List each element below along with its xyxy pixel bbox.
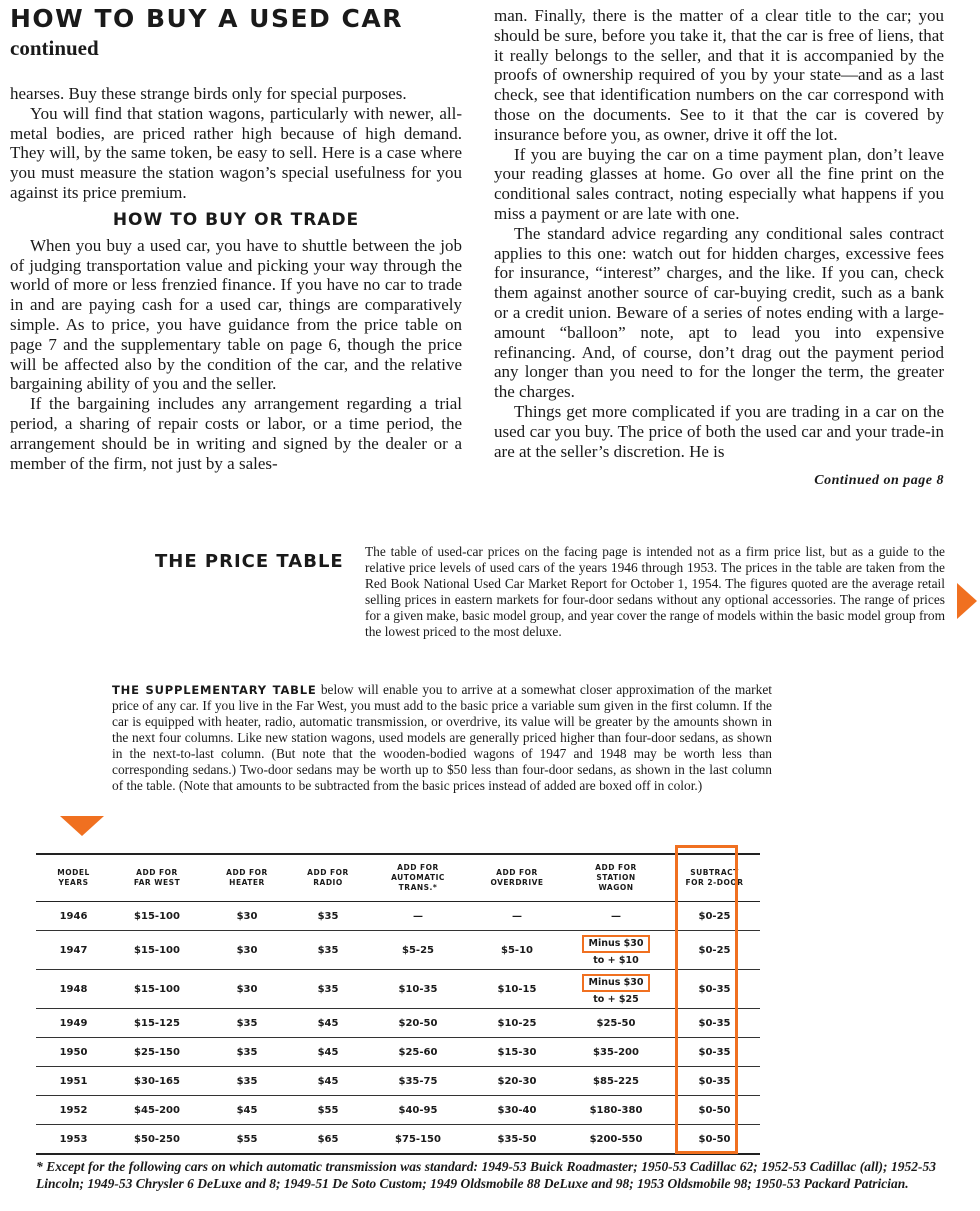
page-title: HOW TO BUY A USED CAR (10, 4, 403, 33)
column-header-line: MODEL (57, 868, 90, 877)
table-cell-two-door: $0-25 (669, 902, 760, 931)
column-header-line: SUBTRACT (690, 868, 739, 877)
table-cell-year: 1947 (36, 931, 111, 970)
table-cell-two-door: $0-50 (669, 1096, 760, 1125)
table-cell-overdrive: — (471, 902, 563, 931)
wagon-extra-value: to + $10 (593, 954, 639, 966)
table-cell-heater: $35 (203, 1009, 291, 1038)
table-cell-auto: $35-75 (365, 1067, 471, 1096)
table-cell-radio: $45 (291, 1038, 365, 1067)
column-header (111, 854, 203, 902)
table-cell-overdrive: $5-10 (471, 931, 563, 970)
table-cell-two-door: $0-35 (669, 1009, 760, 1038)
table-row (36, 1009, 760, 1038)
paragraph: When you buy a used car, you have to shuttle between the job of judging transportation value and picking your way through the world of more or less frenzied finance. If you have no car to trade in and are paying cash for a used car, things are comparatively simple. As to price, you have guidance from the price table on page 7 and the supplementary table on page 6, though the price will be affected also by the condition of the car, and the relative bargaining ability of you and the seller. (10, 235, 462, 394)
paragraph: If the bargaining includes any arrangement regarding a trial period, a sharing of repair costs or labor, or a time period, the arrangement should be in writing and signed by the dealer or a member of the firm, not just by a sales- (10, 394, 462, 473)
column-header (203, 854, 291, 902)
column-header-line: STATION (596, 873, 636, 882)
table-cell-overdrive: $35-50 (471, 1125, 563, 1155)
wagon-extra-value: to + $25 (593, 993, 639, 1005)
column-header-line: ADD FOR (496, 868, 538, 877)
table-cell-heater: $30 (203, 902, 291, 931)
table-cell-radio: $35 (291, 970, 365, 1009)
table-cell-wagon: $200-550 (563, 1125, 669, 1155)
table-row (36, 1038, 760, 1067)
table-cell-far-west: $50-250 (111, 1125, 203, 1155)
column-header (563, 854, 669, 902)
table-row (36, 1125, 760, 1155)
table-cell-year: 1953 (36, 1125, 111, 1155)
table-cell-overdrive: $15-30 (471, 1038, 563, 1067)
table-row (36, 970, 760, 1009)
column-header-line: WAGON (598, 883, 634, 892)
table-cell-wagon (563, 970, 669, 1009)
column-header (365, 854, 471, 902)
table-cell-radio: $65 (291, 1125, 365, 1155)
table-cell-far-west: $15-100 (111, 970, 203, 1009)
column-header-line: AUTOMATIC (391, 873, 445, 882)
table-cell-wagon: $180-380 (563, 1096, 669, 1125)
table-cell-heater: $35 (203, 1067, 291, 1096)
table-cell-year: 1950 (36, 1038, 111, 1067)
column-header-line: RADIO (313, 878, 343, 887)
table-cell-wagon (563, 931, 669, 970)
table-cell-heater: $30 (203, 931, 291, 970)
table-cell-year: 1952 (36, 1096, 111, 1125)
paragraph: If you are buying the car on a time payment plan, don’t leave your reading glasses at home. Go over all the fine print on the conditional sales contract, noting especially what happens if you miss a payment or are late with one. (494, 144, 944, 223)
column-header (669, 854, 760, 902)
table-cell-auto: $5-25 (365, 931, 471, 970)
table-cell-radio: $55 (291, 1096, 365, 1125)
price-table-description: The table of used-car prices on the facing page is intended not as a firm price list, but as a guide to the relative price levels of used cars of the years 1946 through 1953. The prices in the table are taken from the Red Book National Used Car Market Report for October 1, 1954. The figures quoted are the average retail selling prices in eastern markets for four-door sedans without any optional accessories. The range of prices for a given make, basic model group, and year cover the range of models within the basic model group from the lowest priced to the most deluxe. (365, 544, 945, 639)
table-cell-auto: $40-95 (365, 1096, 471, 1125)
supplementary-lead: THE SUPPLEMENTARY TABLE (112, 683, 317, 697)
table-row (36, 1096, 760, 1125)
column-header-line: HEATER (229, 878, 265, 887)
table-cell-auto: $25-60 (365, 1038, 471, 1067)
table-cell-auto: — (365, 902, 471, 931)
table-cell-overdrive: $30-40 (471, 1096, 563, 1125)
table-header-row (36, 854, 760, 902)
left-column (10, 84, 462, 473)
price-table-heading: THE PRICE TABLE (155, 551, 344, 572)
page-subtitle: continued (10, 36, 99, 60)
table-cell-overdrive: $20-30 (471, 1067, 563, 1096)
paragraph: The standard advice regarding any conditional sales contract applies to this one: watch out for hidden charges, excessive fees for insurance, “interest” charges, and the like. If you can, check them against another source of car-buying credit, such as a bank or a credit union. Beware of a series of notes ending with a large-amount “balloon” note, apt to lead you into expensive refinancing. And, of course, don’t drag out the payment period any longer than you need to for the longer the term, the greater the charges. (494, 223, 944, 402)
boxed-subtract-value: Minus $30 (582, 974, 649, 992)
supplementary-description (112, 682, 772, 794)
column-header-line: FOR 2-DOOR (685, 878, 744, 887)
column-header-line: OVERDRIVE (490, 878, 544, 887)
table-cell-wagon: — (563, 902, 669, 931)
column-header-line: ADD FOR (397, 863, 439, 872)
table-cell-radio: $45 (291, 1009, 365, 1038)
column-header-line: ADD FOR (136, 868, 178, 877)
table-cell-year: 1946 (36, 902, 111, 931)
table-cell-heater: $55 (203, 1125, 291, 1155)
table-cell-radio: $35 (291, 931, 365, 970)
table-cell-auto: $75-150 (365, 1125, 471, 1155)
column-header-line: FAR WEST (133, 878, 181, 887)
column-header-line: ADD FOR (226, 868, 268, 877)
table-cell-far-west: $15-125 (111, 1009, 203, 1038)
table-cell-two-door: $0-25 (669, 931, 760, 970)
table-cell-overdrive: $10-25 (471, 1009, 563, 1038)
table-cell-year: 1948 (36, 970, 111, 1009)
table-cell-far-west: $25-150 (111, 1038, 203, 1067)
column-header (36, 854, 111, 902)
table-cell-far-west: $15-100 (111, 902, 203, 931)
table-body (36, 902, 760, 1155)
table-cell-two-door: $0-50 (669, 1125, 760, 1155)
table-cell-wagon: $25-50 (563, 1009, 669, 1038)
paragraph: Things get more complicated if you are trading in a car on the used car you buy. The price of both the used car and your trade-in are at the seller’s discretion. He is (494, 401, 944, 461)
column-header-line: ADD FOR (307, 868, 349, 877)
paragraph: You will find that station wagons, particularly with newer, all-metal bodies, are priced rather high because of high demand. They will, by the same token, be easy to sell. Here is a case where you must measure the station wagon’s special usefulness for you against its price premium. (10, 103, 462, 202)
footnote: * Except for the following cars on which automatic transmission was standard: 1949-53 Buick Roadmaster; 1950-53 Cadillac 62; 1952-53 Cadillac (all); 1952-53 Lincoln; 1949-53 Chrysler 6 DeLuxe and 8; 1949-51 De Soto Custom; 1949 Oldsmobile 88 DeLuxe and 98; 1953 Oldsmobile 98; 1950-53 Packard Patrician. (36, 1159, 936, 1191)
page-header (10, 4, 403, 60)
table-cell-heater: $30 (203, 970, 291, 1009)
supplementary-table (36, 853, 760, 1155)
table-cell-radio: $45 (291, 1067, 365, 1096)
table-cell-far-west: $30-165 (111, 1067, 203, 1096)
table-row (36, 1067, 760, 1096)
column-header-line: TRANS.* (398, 883, 438, 892)
table-cell-radio: $35 (291, 902, 365, 931)
column-header (471, 854, 563, 902)
column-header-line: YEARS (58, 878, 89, 887)
paragraph: hearses. Buy these strange birds only for special purposes. (10, 84, 407, 103)
table-row (36, 931, 760, 970)
table-cell-far-west: $45-200 (111, 1096, 203, 1125)
arrow-down-icon (60, 816, 104, 836)
table-cell-heater: $35 (203, 1038, 291, 1067)
table-row (36, 902, 760, 931)
table-cell-heater: $45 (203, 1096, 291, 1125)
table-cell-overdrive: $10-15 (471, 970, 563, 1009)
table-cell-auto: $20-50 (365, 1009, 471, 1038)
arrow-right-icon (957, 583, 977, 619)
table-cell-wagon: $85-225 (563, 1067, 669, 1096)
paragraph: man. Finally, there is the matter of a clear title to the car; you should be sure, before you take it, that the car is free of liens, that it really belongs to the seller, and that it is accompanied by the proofs of ownership required of you by your state—and as a last check, see that identification numbers on the car correspond with those on the documents. See to it that the car is covered by insurance before you, as owner, drive it off the lot. (494, 6, 944, 144)
continued-note: Continued on page 8 (814, 473, 944, 489)
table-cell-year: 1949 (36, 1009, 111, 1038)
section-heading: HOW TO BUY OR TRADE (112, 209, 360, 230)
table-cell-far-west: $15-100 (111, 931, 203, 970)
right-column (494, 6, 944, 491)
table-cell-year: 1951 (36, 1067, 111, 1096)
table-cell-two-door: $0-35 (669, 1067, 760, 1096)
table-cell-two-door: $0-35 (669, 970, 760, 1009)
table-cell-auto: $10-35 (365, 970, 471, 1009)
table-cell-wagon: $35-200 (563, 1038, 669, 1067)
column-header (291, 854, 365, 902)
boxed-subtract-value: Minus $30 (582, 935, 649, 953)
table-cell-two-door: $0-35 (669, 1038, 760, 1067)
column-header-line: ADD FOR (595, 863, 637, 872)
supplementary-text: below will enable you to arrive at a somewhat closer approximation of the market price of any car. If you live in the Far West, you must add to the basic price a variable sum given in the first column. If the car is equipped with heater, radio, automatic transmission, or overdrive, its value will be greater by the amounts shown in the next four columns. Like new station wagons, used models are generally priced higher than four-door sedans, as shown in the next-to-last column. (But note that the wooden-bodied wagons of 1947 and 1948 may be worth less than corresponding sedans.) Two-door sedans may be worth up to $50 less than four-door sedans, as shown in the last column of the table. (Note that amounts to be subtracted from the basic prices instead of added are boxed off in color.) (112, 682, 773, 793)
